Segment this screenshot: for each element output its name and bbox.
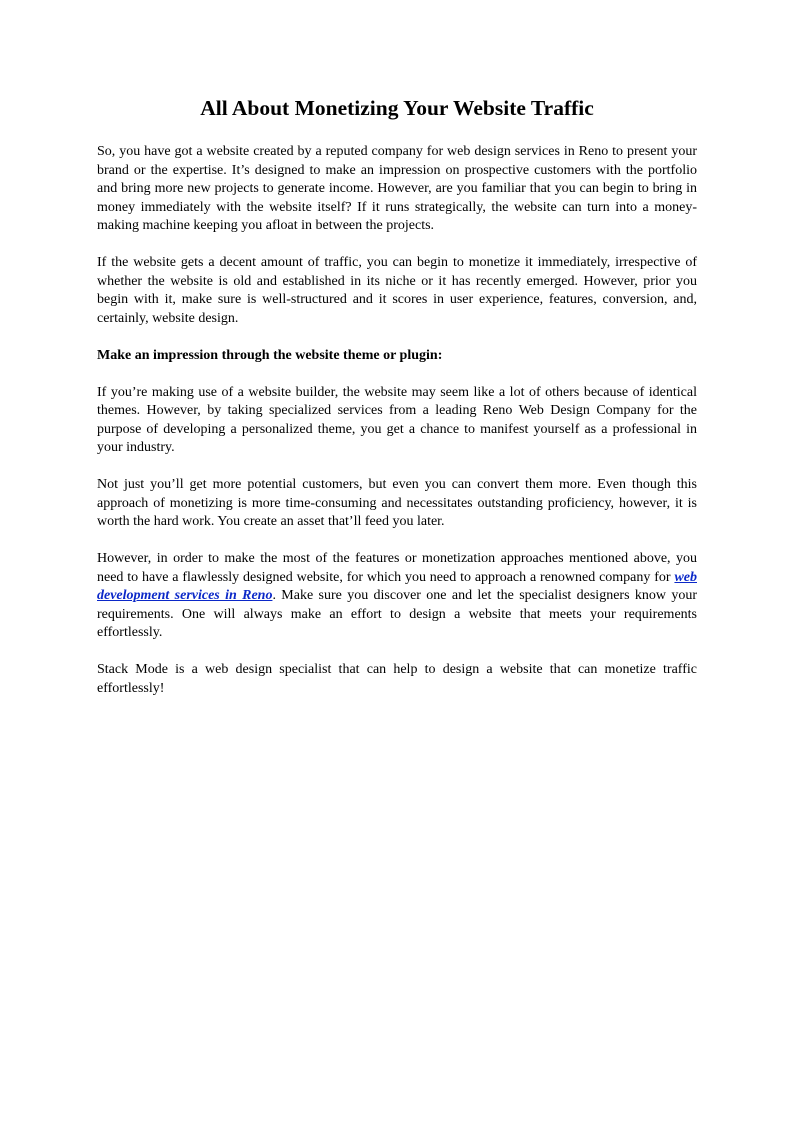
paragraph-approach (97, 550, 697, 643)
paragraph-closing: Stack Mode is a web design specialist that can help to design a website that can monetize traffic effortlessly! (97, 662, 697, 696)
paragraph-approach-text-after: . Make sure you discover one and let the specialist designers know your requirements. One will always make an effort to design a website that meets your requirements effortlessly. (97, 588, 697, 640)
paragraph-traffic: If the website gets a decent amount of traffic, you can begin to monetize it immediately, irrespective of whether the website is old and established in its niche or it has recently emerged. However, prior you begin with it, make sure is well-structured and it scores in user experience, features, conversion, and, certainly, website design. (97, 255, 697, 326)
paragraph-customers: Not just you’ll get more potential customers, but even you can convert them more. Even though this approach of monetizing is more time-consuming and necessitates outstanding proficiency, however, it is worth the hard work. You create an asset that’ll feed you later. (97, 477, 697, 529)
section-heading: Make an impression through the website theme or plugin: (97, 347, 443, 363)
document-body (97, 93, 697, 717)
web-development-services-link[interactable]: web development services in Reno (97, 569, 697, 603)
paragraph-approach-text-before: However, in order to make the most of the features or monetization approaches mentioned above, you need to have a flawlessly designed website, for which you need to approach a renowned company for (97, 551, 697, 585)
document-title: All About Monetizing Your Website Traffic (200, 96, 594, 120)
paragraph-theme: If you’re making use of a website builder, the website may seem like a lot of others because of identical themes. However, by taking specialized services from a leading Reno Web Design Company for the purpose of developing a personalized theme, you get a chance to manifest yourself as a professional in your industry. (97, 384, 697, 455)
paragraph-intro: So, you have got a website created by a reputed company for web design services in Reno to present your brand or the expertise. It’s designed to make an impression on prospective customers with the portfolio and bring more new projects to generate income. However, are you familiar that you can begin to bring in money immediately with the website itself? If it runs strategically, the website can turn into a money-making machine keeping you afloat in between the projects. (97, 144, 697, 233)
